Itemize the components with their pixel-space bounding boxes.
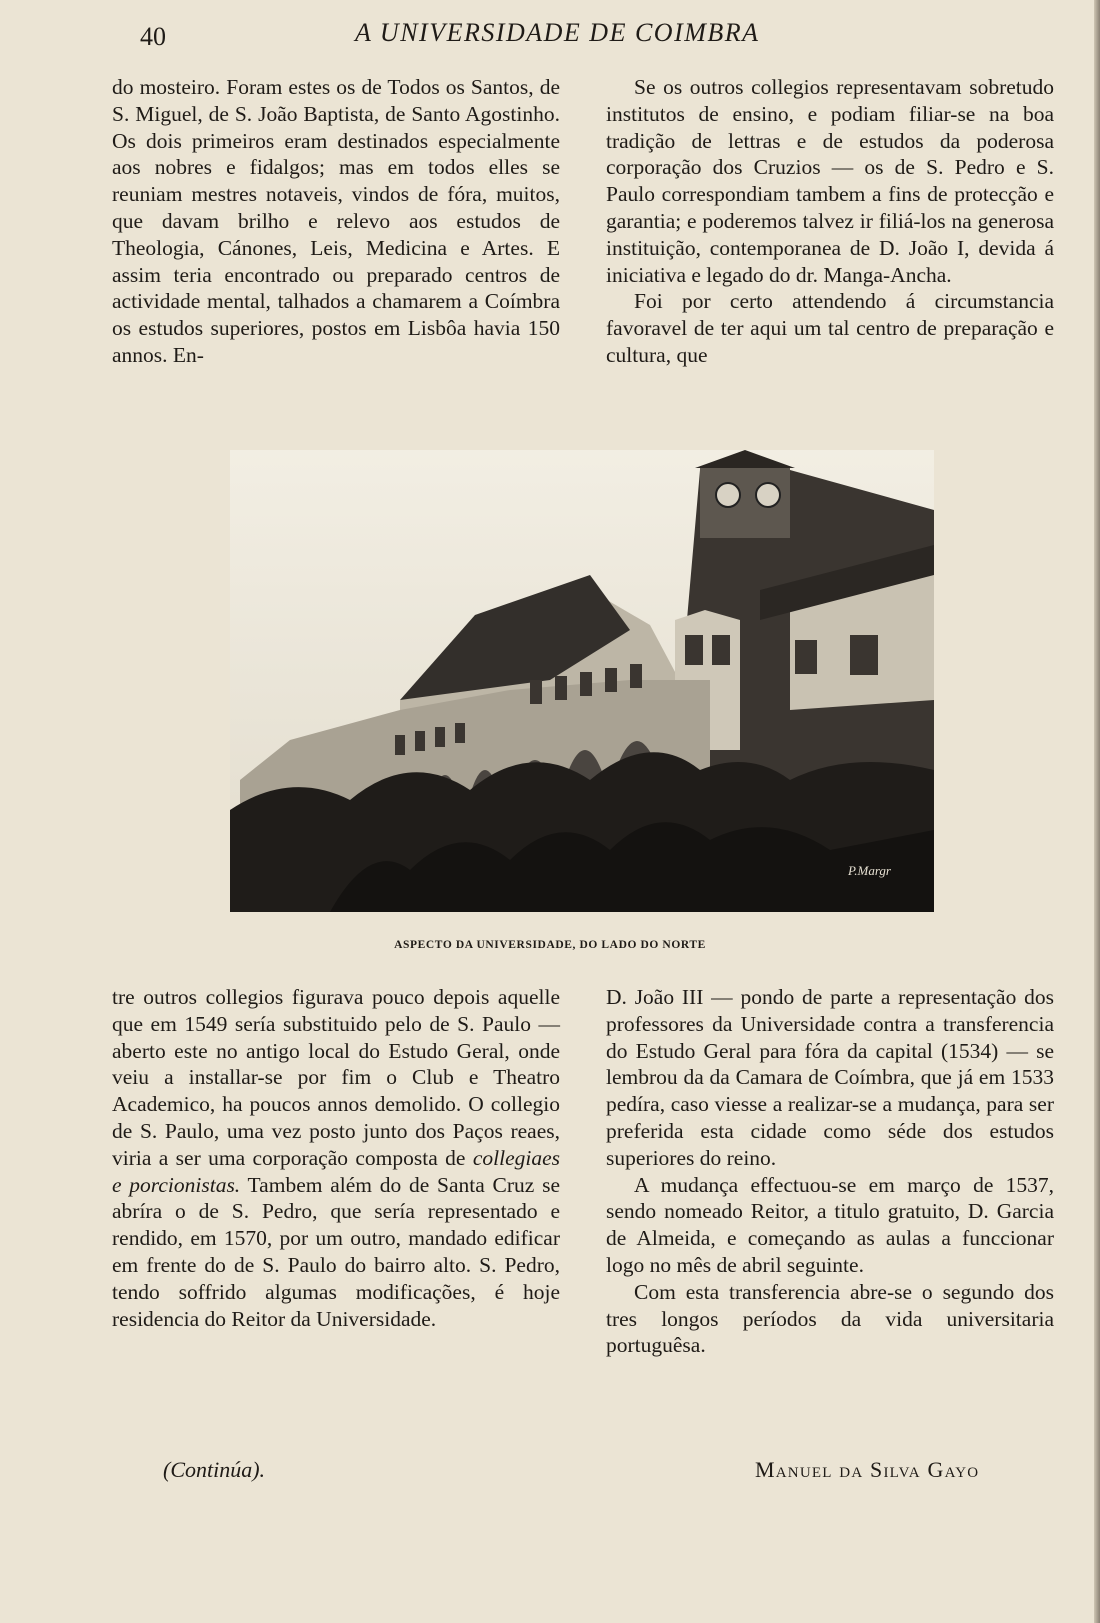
photo-caption: ASPECTO DA UNIVERSIDADE, DO LADO DO NORTE	[394, 939, 706, 951]
text-run: tre outros collegios figurava pouco depois aquelle que em 1549 sería substituido pelo de S. Paulo — aberto este no antigo local do Estudo Geral, onde veiu a installar-se por fim o Club e Theatro Academico, ha poucos annos demolido. O collegio de S. Paulo, uma vez posto junto dos Paços reaes, viria a ser uma corporação composta de	[112, 985, 560, 1170]
italic-term: collegiaes e porcionistas.	[112, 1145, 560, 1197]
page-header	[0, 18, 1100, 52]
paragraph	[112, 984, 560, 1332]
paragraph: A mudança effectuou-se em março de 1537, sendo nomeado Reitor, a titulo gratuito, D. Garcia de Almeida, e começando as aulas a funccionar logo no mês de abril seguinte.	[606, 1172, 1054, 1277]
paragraph: Se os outros collegios representavam sobretudo institutos de ensino, e podiam filiar-se na boa tradição de lettras e de estudos da poderosa corporação dos Cruzios — os de S. Pedro e S. Paulo correspondiam tambem a fins de protecção e garantia; e poderemos talvez ir filiá-los na generosa instituição, contemporanea de D. João I, devida á iniciativa e legado do dr. Manga-Ancha.	[606, 75, 1054, 287]
paragraph: Foi por certo attendendo á circumstancia favoravel de ter aqui um tal centro de preparação e cultura, que	[606, 289, 1054, 367]
page-number: 40	[140, 22, 166, 51]
university-photograph	[230, 450, 934, 912]
column-bottom-right	[606, 984, 1054, 1359]
continued-note: (Continúa).	[163, 1457, 266, 1482]
column-top-left	[112, 74, 560, 369]
page-edge	[1094, 0, 1100, 1623]
column-top-right	[606, 74, 1054, 369]
author-signature: Manuel da Silva Gayo	[755, 1457, 980, 1482]
paragraph: do mosteiro. Foram estes os de Todos os Santos, de S. Miguel, de S. João Baptista, de Santo Agostinho. Os dois primeiros eram destinados especialmente aos nobres e fidalgos; mas em todos elles se reuniam mestres notaveis, vindos de fóra, muitos, que davam brilho e relevo aos estudos de Theologia, Cánones, Leis, Medicina e Artes. E assim teria encontrado ou preparado centros de actividade mental, talhados a chamarem a Coímbra os estudos superiores, postos em Lisbôa havia 150 annos. En-	[112, 75, 560, 367]
photo-signature: P.Margr	[848, 863, 891, 878]
paragraph: D. João III — pondo de parte a representação dos professores da Universidade contra a transferencia do Estudo Geral para fóra da capital (1534) — se lembrou da da Camara de Coímbra, que já em 1533 pedíra, caso viesse a realizar-se a mudança, para ser preferida esta cidade como séde dos estudos superiores do reino.	[606, 985, 1054, 1170]
column-bottom-left	[112, 984, 560, 1332]
text-run: Tambem além do de Santa Cruz se abríra o de S. Pedro, que sería representado e rendido, em 1570, por um outro, mandado edificar em frente do de S. Paulo do bairro alto. S. Pedro, tendo soffrido algumas modificações, é hoje residencia do Reitor da Universidade.	[112, 1172, 560, 1331]
running-title: A UNIVERSIDADE DE COIMBRA	[355, 18, 760, 47]
paragraph: Com esta transferencia abre-se o segundo dos tres longos períodos da vida universitaria portuguêsa.	[606, 1279, 1054, 1358]
